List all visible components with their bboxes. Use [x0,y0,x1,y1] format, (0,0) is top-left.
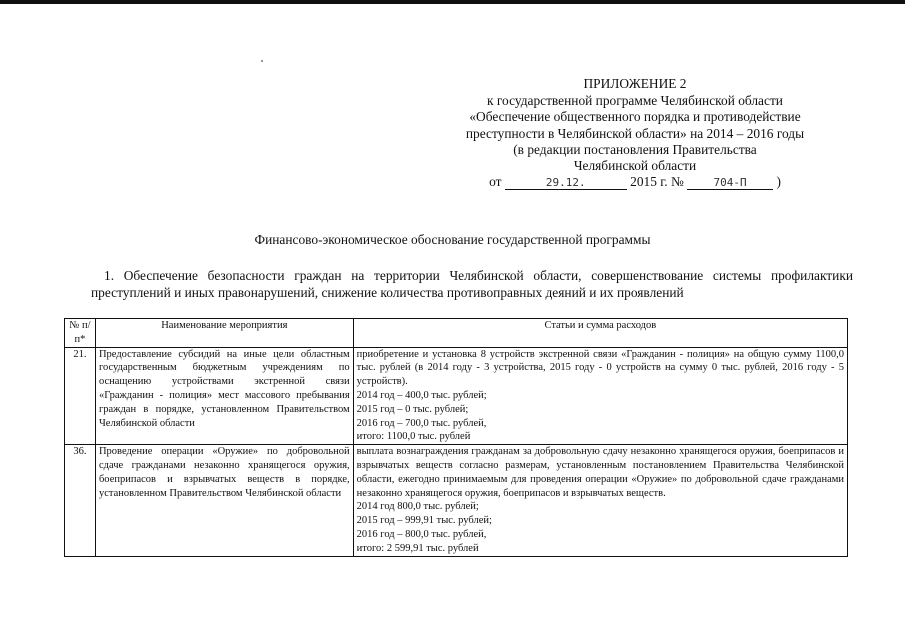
costs-cell [353,445,847,556]
appendix-line: «Обеспечение общественного порядка и противодействие [469,109,801,125]
costs-line: 2014 год – 400,0 тыс. рублей; [356,389,487,401]
measure-name: Предоставление субсидий на иные цели областным государственным бюджетным учреждениям по оснащению устройствами экстренной связи «Гражданин - полиция» мест массового пребывания граждан в порядке, установленном Правительством Челябинской области [95,347,353,445]
resolution-reference [380,174,890,190]
table-row [65,347,848,445]
close-paren: ) [776,174,781,190]
costs-line: 2015 год – 999,91 тыс. рублей; [356,515,492,527]
scan-speck [261,60,263,62]
costs-line: приобретение и установка 8 устройств экстренной связи «Гражданин - полиция» на общую сумму 1100,0 тыс. рублей (в 2014 году - 3 устройства, 2015 году - 0 устройств на сумму 0 тыс. рублей, 2016 году - 5 устройств). [356,348,844,388]
from-label: от [489,174,502,190]
document-title: Финансово-экономическое обоснование государственной программы [254,232,651,247]
measure-name: Проведение операции «Оружие» по добровольной сдаче гражданами незаконно хранящегося оружия, боеприпасов и взрывчатых веществ в порядке, установленном Правительством Челябинской области [95,445,353,556]
appendix-line: (в редакции постановления Правительства [513,141,757,157]
table-header-row [65,319,848,348]
row-number: 36. [65,445,96,556]
resolution-number: 704-П [687,177,773,190]
costs-line: 2016 год – 800,0 тыс. рублей, [356,528,487,540]
costs-line: 2015 год – 0 тыс. рублей; [356,403,469,415]
top-border [0,0,905,4]
appendix-line: Челябинской области [573,158,697,174]
year-number-label: 2015 г. № [630,174,684,190]
resolution-date: 29.12. [505,177,627,190]
appendix-header [380,76,890,190]
costs-cell [353,347,847,445]
costs-line: 2014 год 800,0 тыс. рублей; [356,501,479,513]
appendix-line: к государственной программе Челябинской области [487,93,783,109]
expenses-table [64,318,848,557]
appendix-line: преступности в Челябинской области» на 2014 – 2016 годы [465,125,805,141]
section-heading: 1. Обеспечение безопасности граждан на территории Челябинской области, совершенствование системы профилактики преступлений и иных правонарушений, снижение количества противоправных деяний и их проявлений [91,268,853,300]
appendix-heading: ПРИЛОЖЕНИЕ 2 [583,76,687,91]
row-number: 21. [65,347,96,445]
header-num: № п/п* [65,319,96,348]
costs-line: 2016 год – 700,0 тыс. рублей, [356,417,487,429]
costs-line: итого: 1100,0 тыс. рублей [356,431,471,443]
costs-line: выплата вознаграждения гражданам за добровольную сдачу незаконно хранящегося оружия, боеприпасов и взрывчатых веществ согласно размерам, установленным постановлением Правительства Челябинской области, ежегодно принимаемым для проведения операции «Оружие» по добровольной сдаче гражданами незаконно хранящегося оружия, боеприпасов и взрывчатых веществ. [356,446,844,499]
costs-line: итого: 2 599,91 тыс. рублей [356,542,479,554]
header-costs: Статьи и сумма расходов [353,319,847,348]
header-name: Наименование мероприятия [95,319,353,348]
table-row [65,445,848,556]
